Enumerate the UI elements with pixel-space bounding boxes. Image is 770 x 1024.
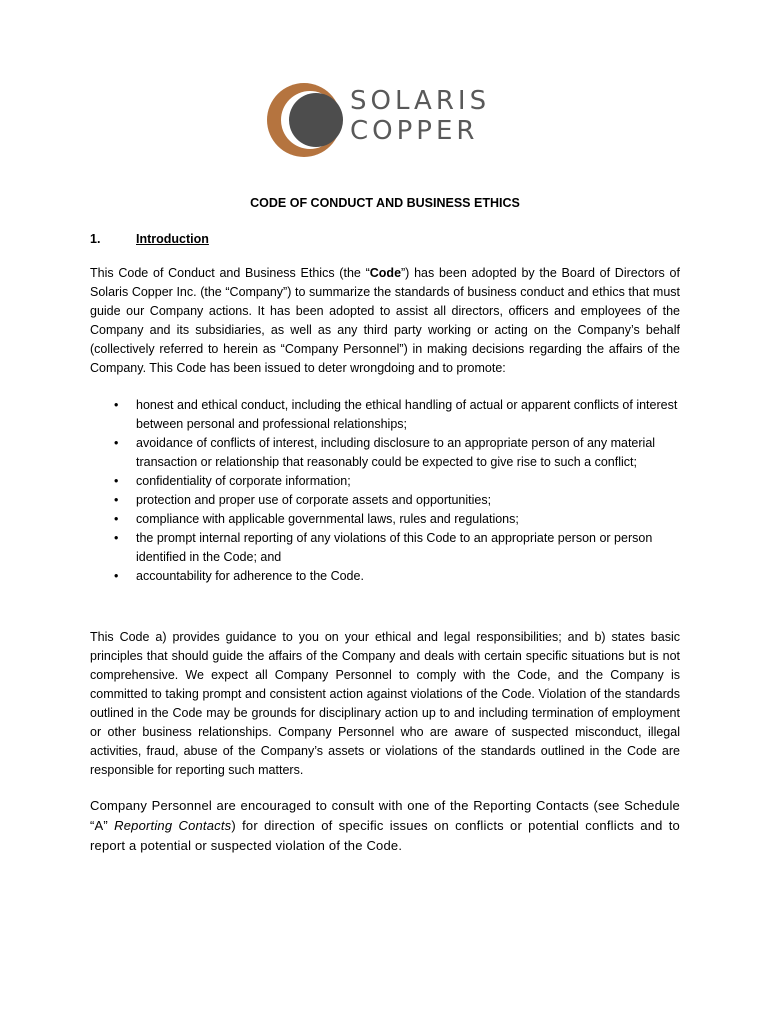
- section-number: 1.: [90, 232, 101, 246]
- list-item: • accountability for adherence to the Code.: [90, 567, 680, 586]
- list-item: • protection and proper use of corporate assets and opportunities;: [90, 491, 680, 510]
- section-title: Introduction: [136, 232, 209, 246]
- bullet-icon: •: [114, 493, 119, 507]
- bullet-icon: •: [114, 512, 119, 526]
- bullet-icon: •: [114, 474, 119, 488]
- promote-list: [90, 396, 680, 586]
- bullet-icon: •: [114, 531, 119, 545]
- list-item: • avoidance of conflicts of interest, including disclosure to an appropriate person of any material transaction or relationship that reasonably could be expected to give rise to such a conflict;: [114, 436, 656, 469]
- reporting-paragraph: Company Personnel are encouraged to consult with one of the Reporting Contacts (see Schedule “A” Reporting Contacts) for direction of specific issues on conflicts or potential conflicts and to report a potential or suspected violation of the Code.: [90, 798, 680, 853]
- list-item: • compliance with applicable governmental laws, rules and regulations;: [90, 510, 680, 529]
- list-item: • honest and ethical conduct, including the ethical handling of actual or apparent conflicts of interest between personal and professional relationships;: [114, 398, 678, 431]
- logo-emblem-icon: [266, 80, 346, 160]
- intro-paragraph: This Code of Conduct and Business Ethics (the “Code”) has been adopted by the Board of Directors of Solaris Copper Inc. (the “Company”) to summarize the standards of business conduct and ethics that must guide our Company actions. It has been adopted to assist all directors, officers and employees of the Company and its subsidiaries, as well as any third party working or acting on the Company’s behalf (collectively referred to herein as “Company Personnel”) in making decisions regarding the affairs of the Company. This Code has been issued to deter wrongdoing and to promote:: [90, 266, 680, 375]
- company-logo: [266, 80, 506, 160]
- logo-text-solaris: SOLARIS: [350, 86, 491, 116]
- guidance-paragraph: This Code a) provides guidance to you on your ethical and legal responsibilities; and b) states basic principles that should guide the affairs of the Company and deals with certain specific situations but is not comprehensive. We expect all Company Personnel to comply with the Code, and the Company is committed to taking prompt and consistent action against violations of the Code. Violation of the standards outlined in the Code may be grounds for disciplinary action up to and including termination of employment or other business relationships. Company Personnel who are aware of suspected misconduct, illegal activities, fraud, abuse of the Company’s assets or violations of the standards outlined in the Code are responsible for reporting such matters.: [90, 630, 680, 777]
- bullet-icon: •: [114, 569, 119, 583]
- document-title: CODE OF CONDUCT AND BUSINESS ETHICS: [250, 196, 520, 210]
- logo-text-copper: COPPER: [350, 116, 479, 146]
- bullet-icon: •: [114, 398, 119, 412]
- list-item: • confidentiality of corporate information;: [90, 472, 680, 491]
- list-item: • the prompt internal reporting of any violations of this Code to an appropriate person or person identified in the Code; and: [114, 531, 653, 564]
- bullet-icon: •: [114, 436, 119, 450]
